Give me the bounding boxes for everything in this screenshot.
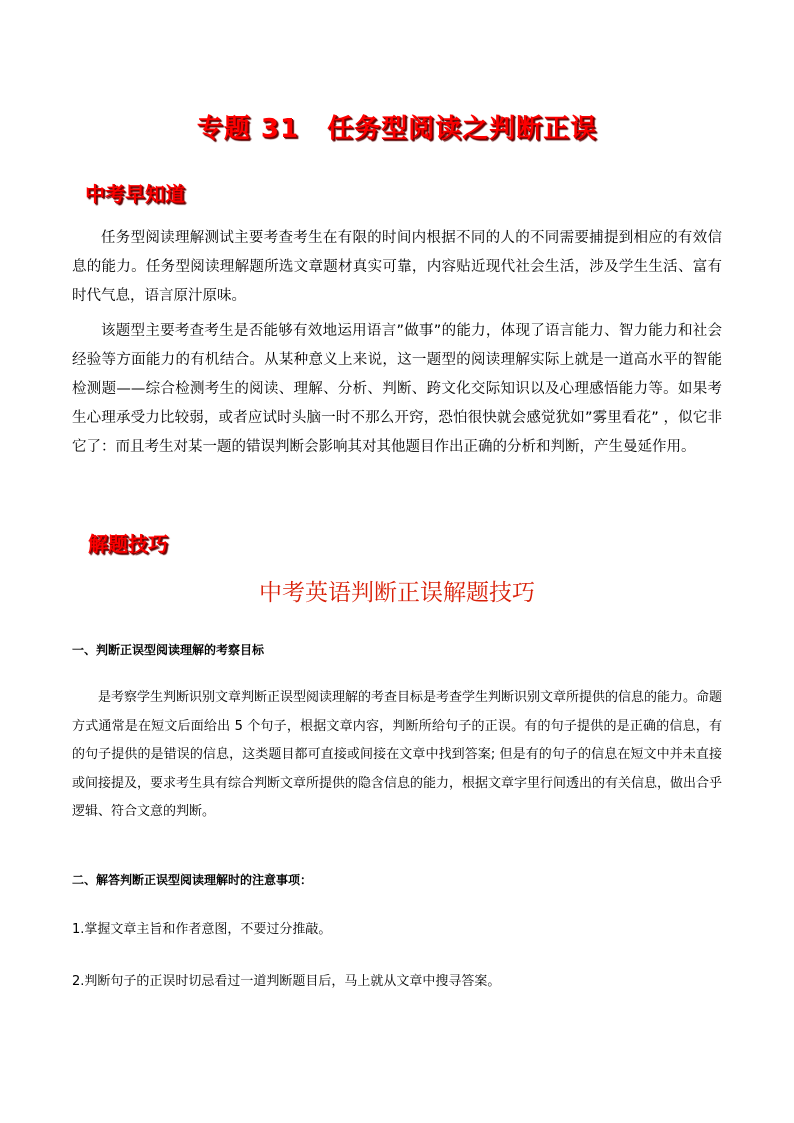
page-title xyxy=(0,108,794,145)
paragraph-objective: 是考察学生判断识别文章判断正误型阅读理解的考查目标是考查学生判断识别文章所提供的信息的能力。命题方式通常是在短文后面给出 5 个句子，根据文章内容，判断所给句子的正误。有的句子提供的是正确的信息，有的句子提供的是错误的信息，这类题目都可直接或间接在文章中找到答案; 但是有的句子的信息在短文中并未直接或间接提及，要求考生具有综合判断文章所提供的隐含信息的能力，根据文章字里行间透出的有关信息，做出合乎逻辑、符合文意的判断。 xyxy=(72,690,723,819)
list-item-2: 2.判断句子的正误时切忌看过一道判断题目后，马上就从文章中搜寻答案。 xyxy=(72,974,501,989)
section-heading-overview: 中考早知道 xyxy=(85,182,185,206)
paragraph-skills: 该题型主要考查考生是否能够有效地运用语言”做事”的能力，体现了语言能力、智力能力和社会经验等方面能力的有机结合。从某种意义上来说，这一题型的阅读理解实际上就是一道高水平的智能检测题——综合检测考生的阅读、理解、分析、判断、跨文化交际知识以及心理感悟能力等。如果考生心理承受力比较弱，或者应试时头脑一时不那么开窍，恐怕很快就会感觉犹如”雾里看花” ，似它非它了：而且考生对某一题的错误判断会影响其对其他题目作出正确的分析和判断，产生曼延作用。 xyxy=(72,323,722,455)
title-text: 任务型阅读之判断正误 xyxy=(327,114,598,144)
section-heading-tips: 解题技巧 xyxy=(88,532,168,556)
heading-notes: 二、解答判断正误型阅读理解时的注意事项： xyxy=(72,873,313,887)
paragraph-intro: 任务型阅读理解测试主要考查考生在有限的时间内根据不同的人的不同需要捕提到相应的有效信息的能力。任务型阅读理解题所选文章题材真实可靠，内容贴近现代社会生活，涉及学生生活、富有时代气息，语言原汁原味。 xyxy=(72,230,722,304)
heading-objective: 一、判断正误型阅读理解的考察目标 xyxy=(72,643,265,657)
title-number: 专题 31 xyxy=(196,114,300,144)
list-item-1: 1.掌握文章主旨和作者意图，不要过分推敲。 xyxy=(72,922,332,937)
subtitle: 中考英语判断正误解题技巧 xyxy=(259,580,535,606)
